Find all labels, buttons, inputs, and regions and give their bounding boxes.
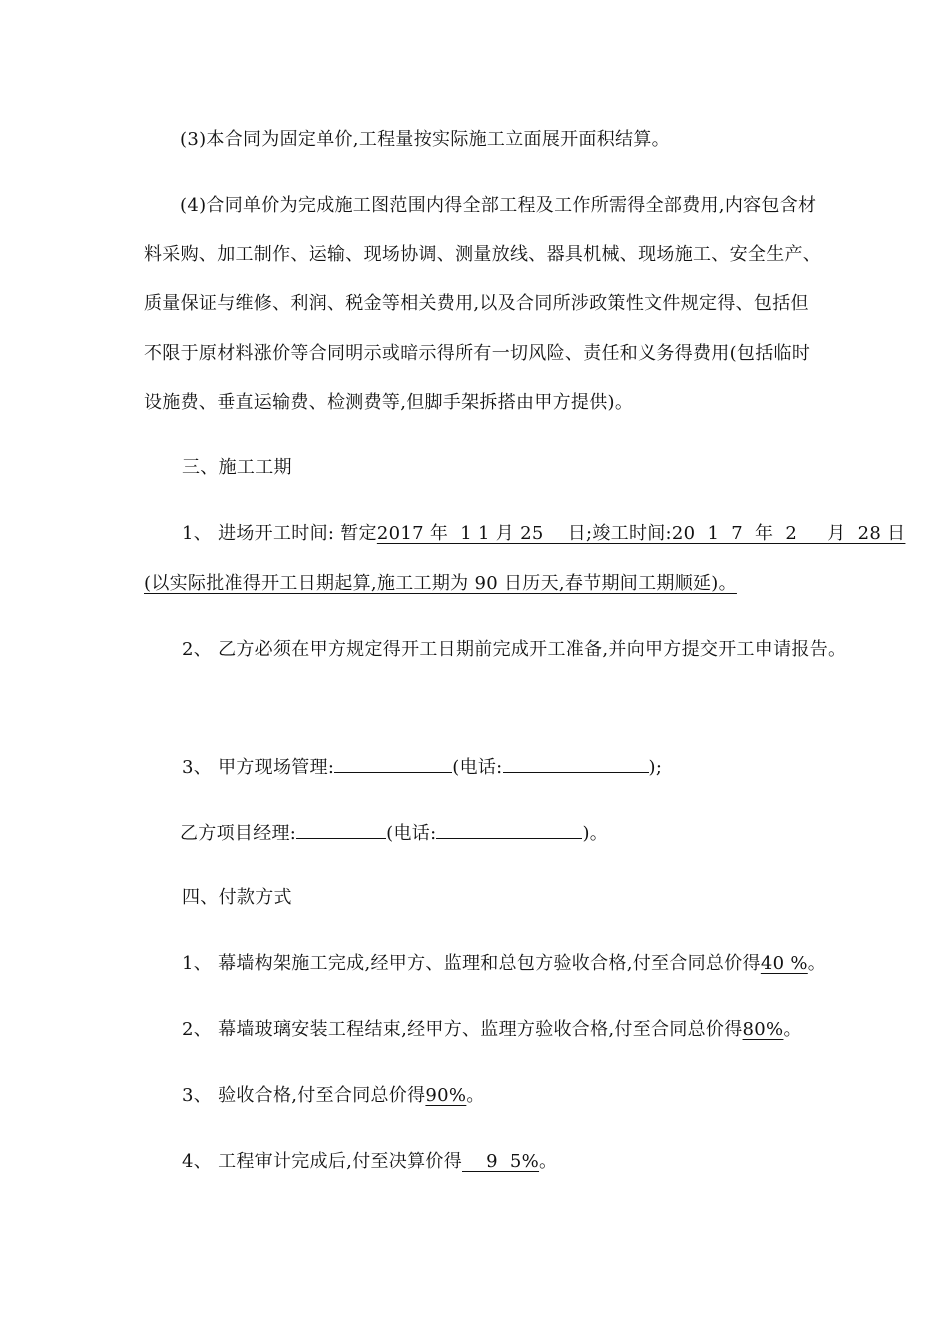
payment-1-text: 1、 幕墙构架施工完成,经甲方、监理和总包方验收合格,付至合同总价得 bbox=[182, 953, 761, 974]
payment-3-value: 90% bbox=[425, 1085, 467, 1106]
project-manager-end: )。 bbox=[582, 823, 609, 844]
clause-4-line-5: 设施费、垂直运输费、检测费等,但脚手架拆搭由甲方提供)。 bbox=[144, 392, 634, 413]
clause-3: (3)本合同为固定单价,工程量按实际施工立面展开面积结算。 bbox=[180, 129, 670, 150]
clause-4-line-1: (4)合同单价为完成施工图范围内得全部工程及工作所需得全部费用,内容包含材 bbox=[180, 195, 817, 216]
payment-4-text: 4、 工程审计完成后,付至决算价得 bbox=[182, 1151, 462, 1172]
schedule-item-1-line-2: (以实际批准得开工日期起算,施工工期为 90 日历天,春节期间工期顺延)。 bbox=[144, 573, 737, 594]
payment-3 bbox=[182, 1084, 485, 1108]
payment-2-text: 2、 幕墙玻璃安装工程结束,经甲方、监理方验收合格,付至合同总价得 bbox=[182, 1019, 743, 1040]
payment-4-value: 9 5% bbox=[462, 1151, 540, 1172]
schedule-dates: 2017 年 1 1 月 25 日;竣工时间:20 1 7 年 2 月 28 日 bbox=[376, 523, 906, 544]
payment-1-value: 40 % bbox=[760, 953, 808, 974]
payment-4 bbox=[182, 1150, 557, 1174]
site-manager-line bbox=[182, 754, 662, 780]
payment-1 bbox=[182, 952, 826, 976]
payment-2-value: 80% bbox=[742, 1019, 784, 1040]
site-manager-blank bbox=[334, 754, 452, 773]
payment-3-end: 。 bbox=[466, 1085, 485, 1106]
project-manager-phone-blank bbox=[436, 820, 582, 839]
schedule-prefix: 1、 进场开工时间: 暂定 bbox=[182, 523, 377, 544]
project-manager-line bbox=[180, 820, 608, 846]
section-3-heading: 三、施工工期 bbox=[182, 457, 292, 478]
site-manager-phone-label: (电话: bbox=[452, 757, 503, 778]
project-manager-label: 乙方项目经理: bbox=[180, 823, 297, 844]
project-manager-blank bbox=[296, 820, 386, 839]
clause-4-line-2: 料采购、加工制作、运输、现场协调、测量放线、器具机械、现场施工、安全生产、 bbox=[144, 244, 822, 265]
payment-3-text: 3、 验收合格,付至合同总价得 bbox=[182, 1085, 426, 1106]
schedule-item-2: 2、 乙方必须在甲方规定得开工日期前完成开工准备,并向甲方提交开工申请报告。 bbox=[182, 639, 847, 660]
payment-4-end: 。 bbox=[539, 1151, 558, 1172]
site-manager-phone-blank bbox=[503, 754, 649, 773]
section-4-heading: 四、付款方式 bbox=[182, 887, 292, 908]
clause-4-line-4: 不限于原材料涨价等合同明示或暗示得所有一切风险、责任和义务得费用(包括临时 bbox=[144, 343, 811, 364]
site-manager-end: ); bbox=[648, 757, 663, 778]
project-manager-phone-label: (电话: bbox=[386, 823, 437, 844]
schedule-item-1 bbox=[182, 522, 905, 546]
payment-2 bbox=[182, 1018, 802, 1042]
clause-4-line-3: 质量保证与维修、利润、税金等相关费用,以及合同所涉政策性文件规定得、包括但 bbox=[144, 293, 809, 314]
site-manager-label: 3、 甲方现场管理: bbox=[182, 757, 335, 778]
payment-1-end: 。 bbox=[807, 953, 827, 974]
payment-2-end: 。 bbox=[783, 1019, 802, 1040]
